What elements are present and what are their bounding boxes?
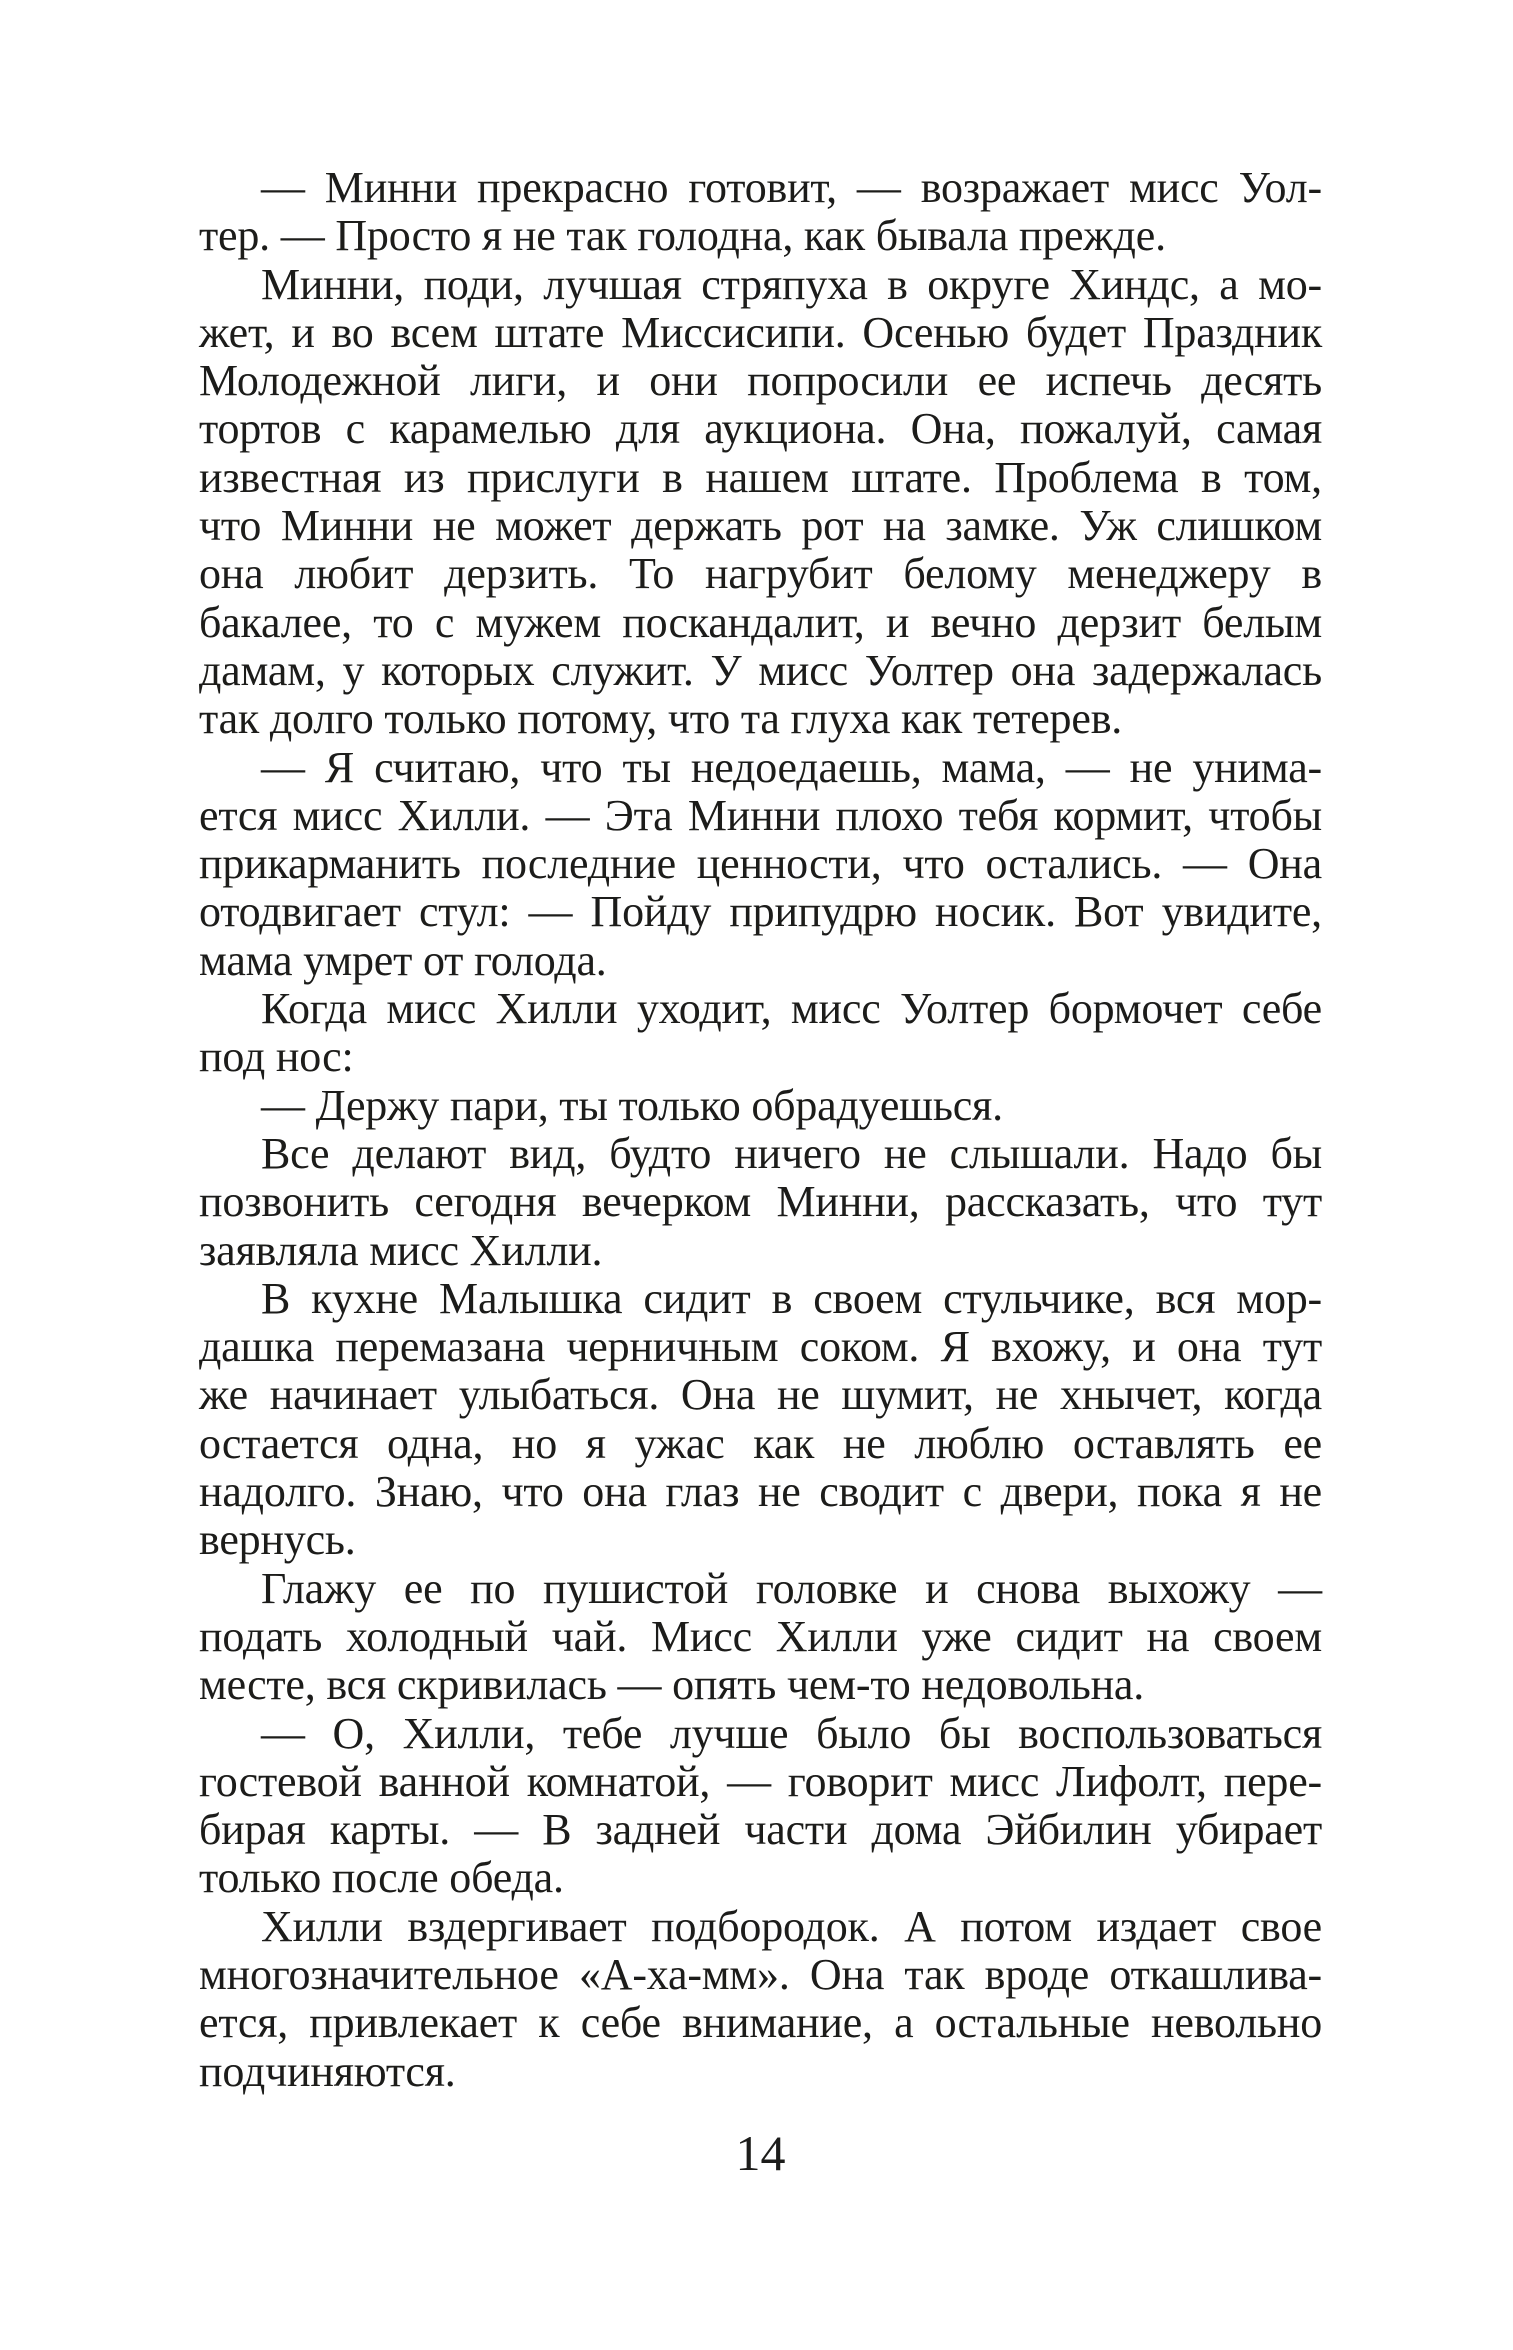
text-line: В кухне Малышка сидит в своем стульчике, вся мор- (261, 1273, 1322, 1323)
text-line: Молодежной лиги, и они попросили ее испечь десять (199, 356, 1322, 406)
text-line: жет, и во всем штате Миссисипи. Осенью будет Праздник (199, 307, 1322, 357)
text-line: надолго. Знаю, что она глаз не сводит с двери, пока я не (199, 1467, 1322, 1517)
text-line: Когда мисс Хилли уходит, мисс Уолтер бормочет себе (261, 984, 1322, 1034)
paragraph (199, 164, 1322, 261)
text-line: — Я считаю, что ты недоедаешь, мама, — не унима- (261, 742, 1322, 792)
text-line: — Минни прекрасно готовит, — возражает мисс Уол- (261, 163, 1322, 212)
text-line: Глажу ее по пушистой головке и снова выхожу — (261, 1563, 1322, 1613)
text-line: так долго только потому, что та глуха как тетерев. (199, 694, 1123, 744)
text-line: бирая карты. — В задней части дома Эйбилин убирает (199, 1805, 1322, 1855)
text-line: Хилли вздергивает подбородок. А потом издает свое (261, 1901, 1322, 1951)
text-line: отодвигает стул: — Пойду припудрю носик. Вот увидите, (199, 887, 1322, 937)
text-line: вернусь. (199, 1515, 356, 1565)
text-line: дамам, у которых служит. У мисс Уолтер она задержалась (199, 645, 1322, 695)
text-line: Минни, поди, лучшая стряпуха в округе Хиндс, а мо- (261, 259, 1322, 309)
text-line: известная из прислуги в нашем штате. Проблема в том, (199, 452, 1322, 502)
paragraph (199, 1130, 1322, 1275)
text-line: прикарманить последние ценности, что остались. — Она (199, 839, 1322, 889)
text-line: ется мисс Хилли. — Эта Минни плохо тебя кормит, чтобы (199, 790, 1322, 840)
text-line: Все делают вид, будто ничего не слышали. Надо бы (261, 1128, 1322, 1178)
paragraph (199, 985, 1322, 1082)
page-text (199, 164, 1322, 2096)
text-line: заявляла мисс Хилли. (199, 1225, 603, 1275)
text-line: подать холодный чай. Мисс Хилли уже сидит на своем (199, 1611, 1322, 1661)
text-line: месте, вся скривилась — опять чем-то недовольна. (199, 1660, 1145, 1710)
paragraph (199, 1082, 1322, 1130)
text-line: ется, привлекает к себе внимание, а остальные невольно (199, 1998, 1322, 2048)
paragraph (199, 1710, 1322, 1903)
text-line: под нос: (199, 1032, 354, 1082)
paragraph (199, 1275, 1322, 1565)
text-line: бакалее, то с мужем поскандалит, и вечно дерзит белым (199, 597, 1322, 647)
paragraph (199, 1903, 1322, 2096)
text-line: многозначительное «А-ха-мм». Она так вроде откашлива- (199, 1949, 1322, 1999)
text-line: же начинает улыбаться. Она не шумит, не хнычет, когда (199, 1370, 1322, 1420)
paragraph (199, 261, 1322, 744)
text-line: тортов с карамелью для аукциона. Она, пожалуй, самая (199, 404, 1322, 454)
text-line: что Минни не может держать рот на замке. Уж слишком (199, 501, 1322, 551)
text-line: тер. — Просто я не так голодна, как бывала прежде. (199, 211, 1166, 261)
text-line: позвонить сегодня вечерком Минни, рассказать, что тут (199, 1177, 1322, 1227)
page-number: 14 (735, 2125, 786, 2181)
text-line: подчиняются. (199, 2046, 456, 2096)
text-line: — О, Хилли, тебе лучше было бы воспользоваться (261, 1708, 1322, 1758)
text-line: она любит дерзить. То нагрубит белому менеджеру в (199, 549, 1322, 599)
text-line: остается одна, но я ужас как не люблю оставлять ее (199, 1418, 1322, 1468)
text-line: только после обеда. (199, 1853, 564, 1903)
text-line: — Держу пари, ты только обрадуешься. (261, 1080, 1003, 1130)
text-line: мама умрет от голода. (199, 935, 607, 985)
text-line: гостевой ванной комнатой, — говорит мисс Лифолт, пере- (199, 1756, 1322, 1806)
paragraph (199, 1565, 1322, 1710)
text-line: дашка перемазана черничным соком. Я вхожу, и она тут (199, 1322, 1322, 1372)
paragraph (199, 744, 1322, 985)
